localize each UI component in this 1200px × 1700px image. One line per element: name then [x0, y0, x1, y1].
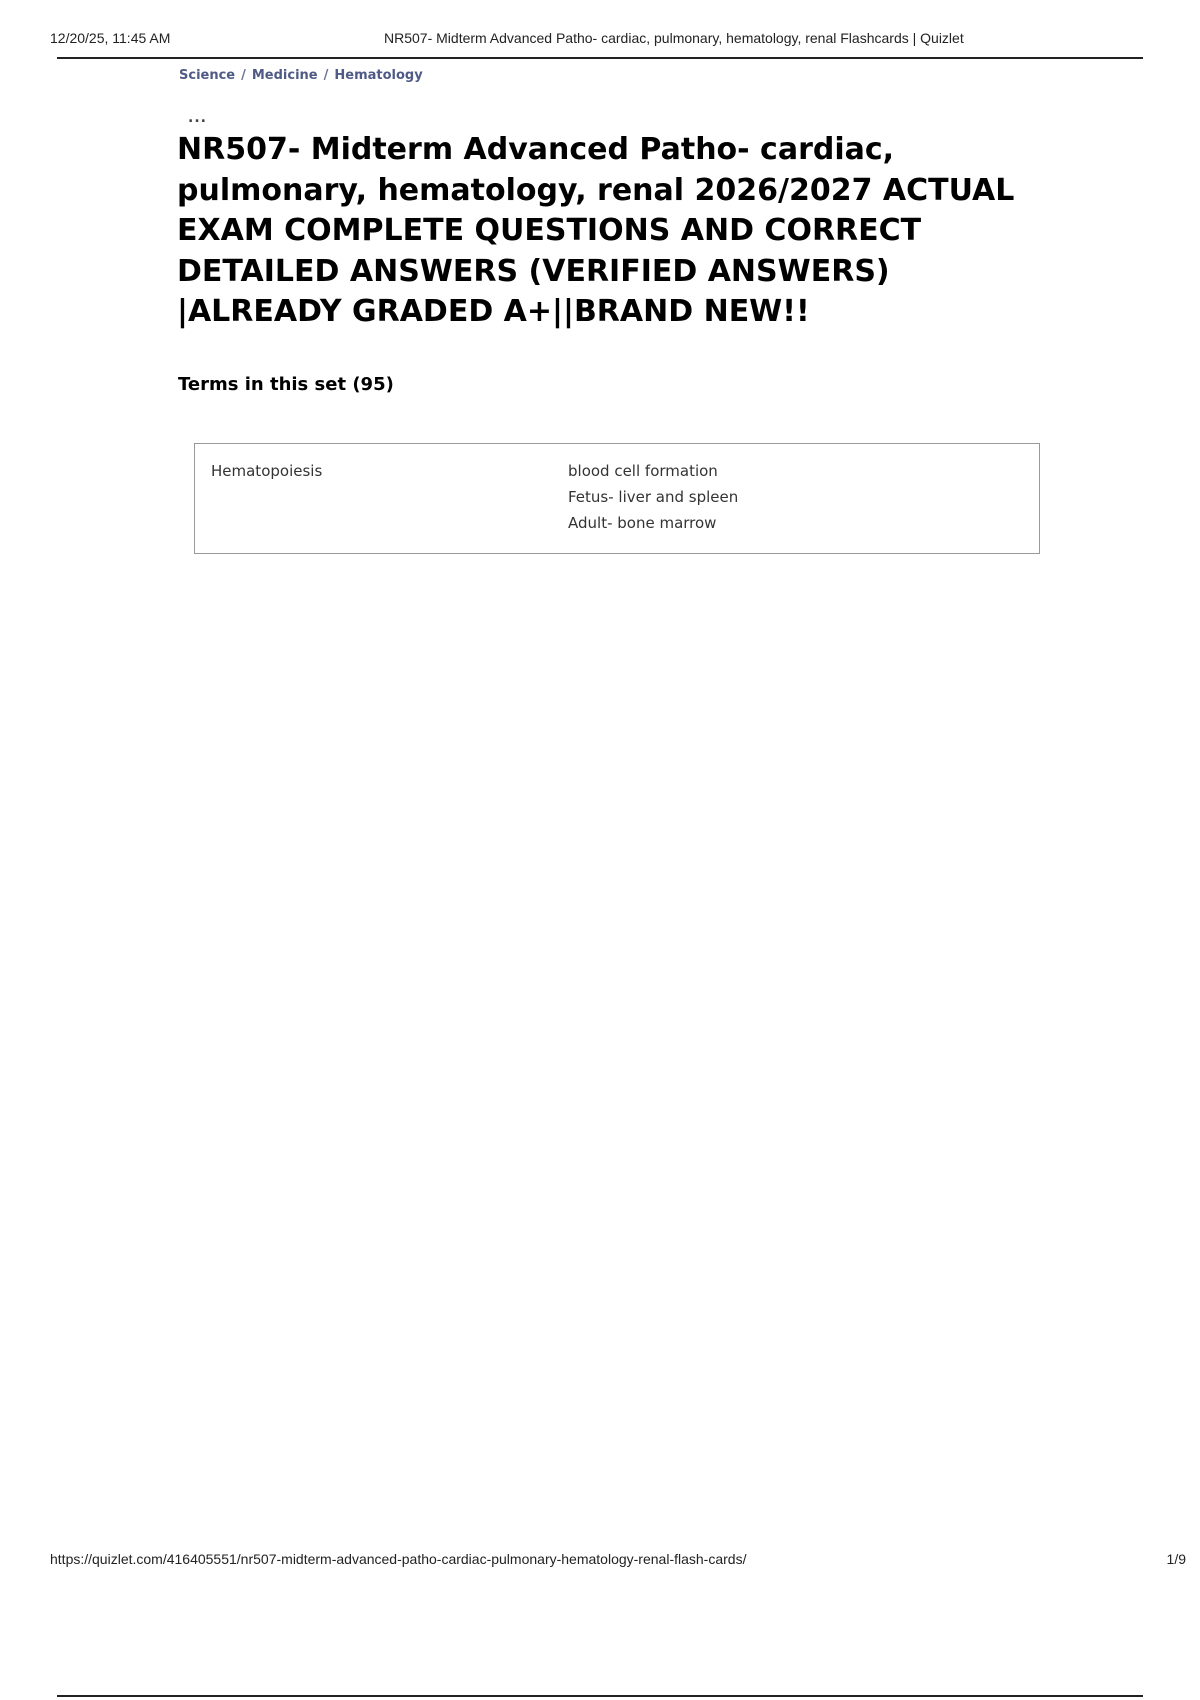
- definition-line: Adult- bone marrow: [568, 514, 717, 532]
- definition-line: Fetus- liver and spleen: [568, 488, 739, 506]
- breadcrumb-item-science[interactable]: Science: [179, 68, 236, 83]
- breadcrumb-item-hematology[interactable]: Hematology: [334, 68, 423, 83]
- print-datetime: 12/20/25, 11:45 AM: [50, 30, 171, 46]
- breadcrumb-item-medicine[interactable]: Medicine: [251, 68, 318, 83]
- breadcrumb: [179, 68, 423, 83]
- breadcrumb-separator: /: [241, 68, 246, 83]
- more-options-icon[interactable]: ...: [188, 110, 207, 126]
- term-text: Hematopoiesis: [211, 462, 323, 480]
- page-number: 1/9: [1166, 1551, 1186, 1567]
- breadcrumb-separator: /: [323, 68, 329, 83]
- definition-text: [568, 462, 738, 536]
- header-divider: [57, 57, 1143, 59]
- term-card: [194, 443, 1040, 554]
- print-url: https://quizlet.com/416405551/nr507-midterm-advanced-patho-cardiac-pulmonary-hematology-renal-flash-cards/: [50, 1551, 747, 1567]
- footer-divider: [57, 1695, 1143, 1697]
- page-title: NR507- Midterm Advanced Patho- cardiac, pulmonary, hematology, renal 2026/2027 ACTUAL EXAM COMPLETE QUESTIONS AND CORRECT DETAILED ANSWERS (VERIFIED ANSWERS) |ALREADY GRADED A+||BRAND NEW!!: [177, 132, 1015, 329]
- print-document-title: NR507- Midterm Advanced Patho- cardiac, pulmonary, hematology, renal Flashcards | Quizlet: [384, 30, 964, 46]
- definition-line: blood cell formation: [568, 462, 718, 480]
- terms-count-heading: Terms in this set (95): [178, 374, 394, 395]
